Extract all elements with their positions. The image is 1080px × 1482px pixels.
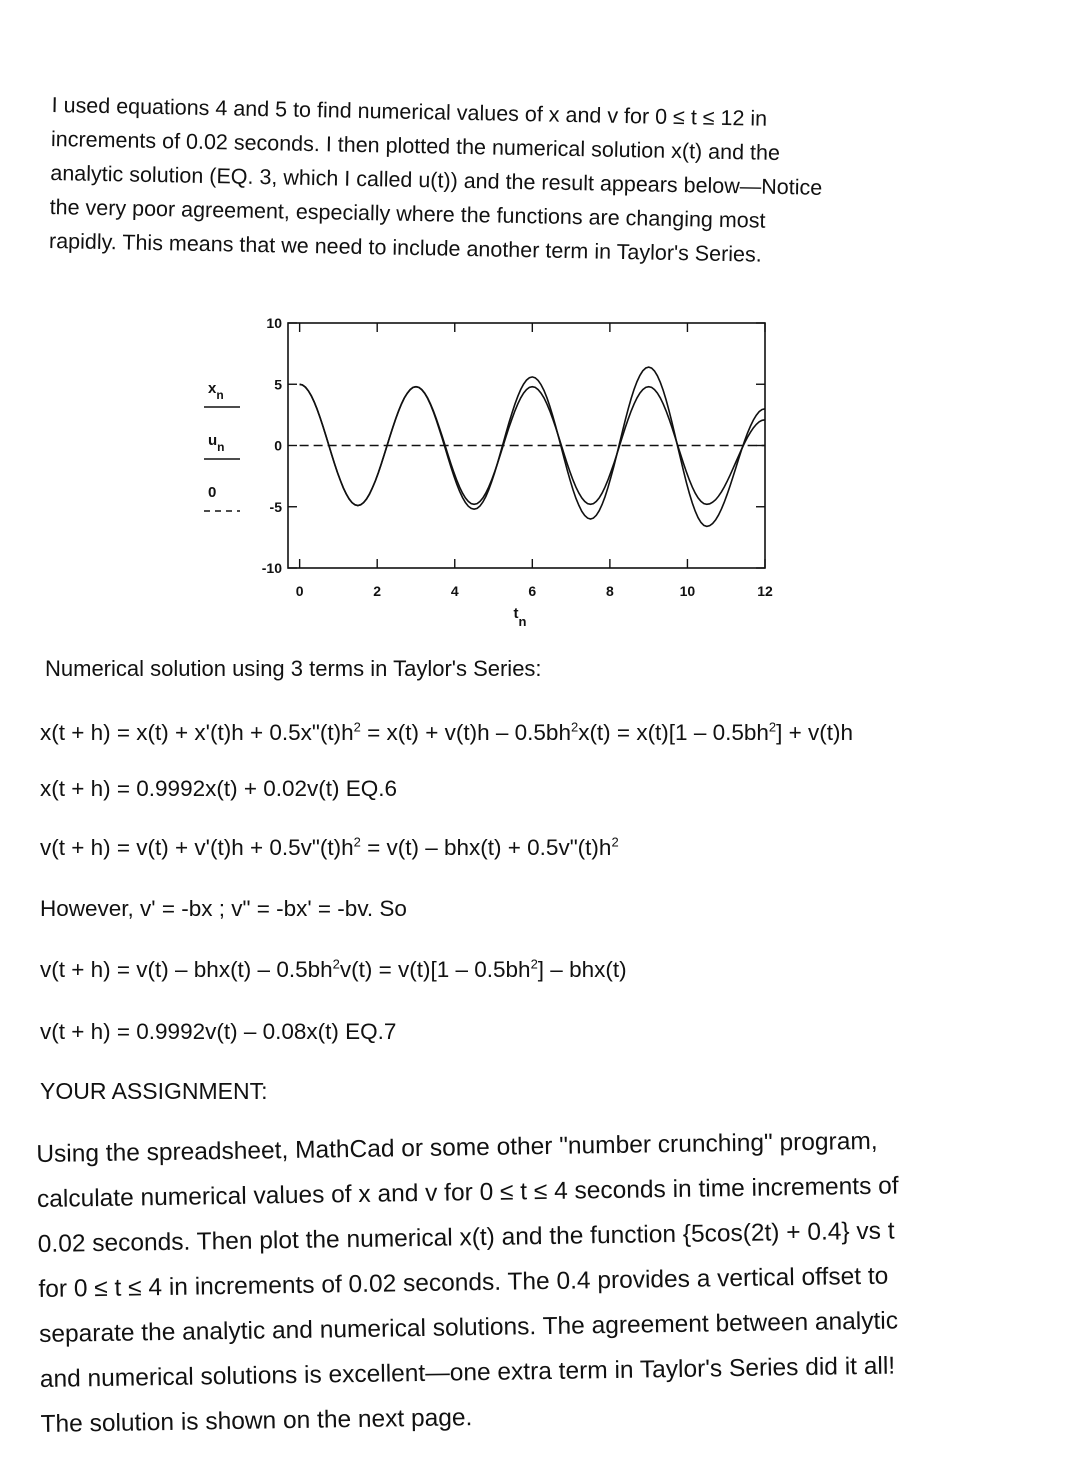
- eq-x-full: $x(t + h) = x(t) + x'(t)h + 0.5x"(t)h^2 = x(t) + v(t)h - 0.5bh^2x(t) = x(t)[1 - 0.5bh^2] + v(t)h$: [40, 719, 854, 745]
- y-tick-label: 5: [274, 376, 282, 393]
- x-tick-label: 4: [450, 583, 459, 599]
- assignment-line: and numerical solutions is excellent—one extra term in Taylor's Series did it all!: [39, 1352, 896, 1393]
- numerical-heading: Numerical solution using 3 terms in Taylor's Series:: [45, 656, 542, 681]
- series-x_n: [300, 367, 765, 526]
- assignment-line: for 0 ≤ t ≤ 4 in increments of 0.02 seconds. The 0.4 provides a vertical offset to: [38, 1262, 889, 1303]
- intro-line: I used equations 4 and 5 to find numerical values of x and v for 0 ≤ t ≤ 12 in: [51, 92, 768, 131]
- assignment-line: separate the analytic and numerical solutions. The agreement between analytic: [38, 1307, 899, 1348]
- oscillation-chart: [190, 305, 790, 640]
- assignment-line: The solution is shown on the next page.: [40, 1404, 473, 1438]
- y-tick-label: -10: [261, 560, 282, 576]
- x-tick-label: 8: [605, 583, 614, 599]
- eq-7: v(t + h) = 0.9992v(t) – 0.08x(t) EQ.7: [40, 1019, 397, 1044]
- intro-line: increments of 0.02 seconds. I then plotted the numerical solution x(t) and the: [50, 126, 781, 165]
- series-group: [300, 367, 765, 526]
- x-tick-label: 6: [528, 583, 537, 599]
- legend: [204, 380, 240, 511]
- eq-6: x(t + h) = 0.9992x(t) + 0.02v(t) EQ.6: [40, 776, 398, 801]
- x-axis-label: tn: [513, 605, 527, 629]
- intro-line: analytic solution (EQ. 3, which I called u(t)) and the result appears below—Notice: [50, 160, 823, 200]
- y-tick-label: 0: [274, 437, 282, 454]
- legend-label: $u_n$: [208, 432, 225, 454]
- assignment-line: calculate numerical values of x and v for 0 ≤ t ≤ 4 seconds in time increments of: [36, 1172, 899, 1213]
- y-tick-label: -5: [269, 498, 282, 515]
- y-tick-label: 10: [266, 315, 282, 331]
- assignment-paragraph: [36, 1116, 1071, 1447]
- however-line: However, v' = -bx ; v" = -bx' = -bv. So: [40, 896, 407, 921]
- x-tick-label: 10: [679, 583, 696, 599]
- intro-paragraph: [49, 88, 1012, 276]
- intro-line: the very poor agreement, especially where the functions are changing most: [49, 194, 766, 233]
- eq-v-full: $v(t + h) = v(t) + v'(t)h + 0.5v"(t)h^2 = v(t) - bhx(t)$ + $0.5v"(t)h^2$: [40, 834, 619, 860]
- legend-label: $x_n$: [208, 380, 224, 402]
- x-tick-label: 2: [373, 583, 382, 599]
- assignment-line: 0.02 seconds. Then plot the numerical x(t) and the function {5cos(2t) + 0.4} vs t: [37, 1217, 895, 1258]
- x-tick-label: 0: [295, 583, 304, 599]
- x-tick-label: 12: [757, 583, 773, 599]
- x-axis: [296, 323, 773, 599]
- assignment-title: YOUR ASSIGNMENT:: [40, 1078, 268, 1104]
- legend-label: 0: [208, 484, 217, 501]
- assignment-line: Using the spreadsheet, MathCad or some other "number crunching" program,: [36, 1127, 878, 1168]
- intro-line: rapidly. This means that we need to include another term in Taylor's Series.: [48, 228, 762, 267]
- eq-v-sub: $v(t + h) = v(t) - bhx(t) - 0.5bh^2v(t) = v(t)[1 - 0.5bh^2] - bhx(t)$: [40, 956, 627, 982]
